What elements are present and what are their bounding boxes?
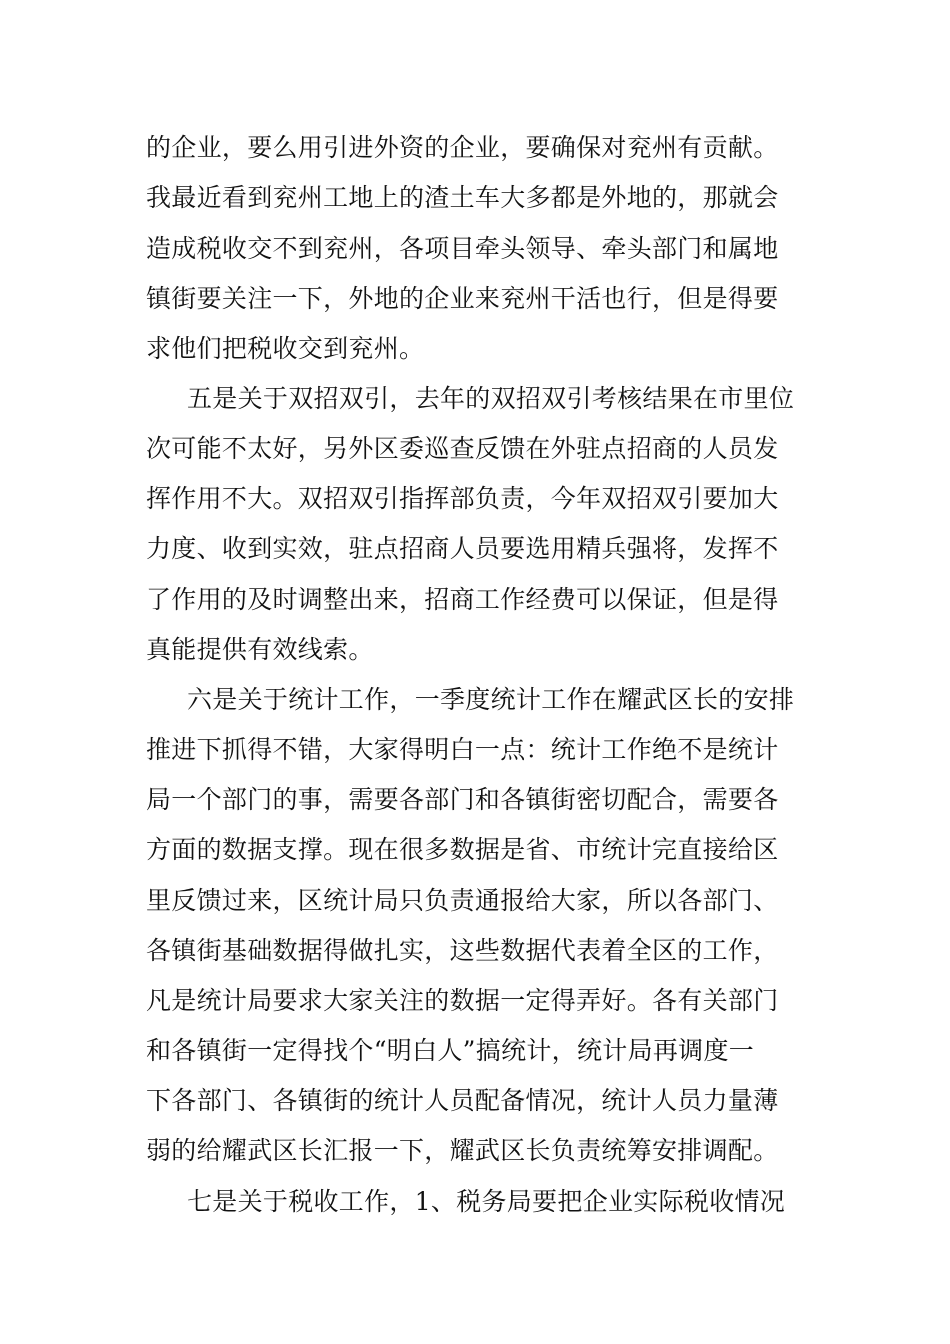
text-line: 凡是统计局要求大家关注的数据一定得弄好。各有关部门 <box>146 986 779 1015</box>
text-line: 推进下抓得不错，大家得明白一点：统计工作绝不是统计 <box>146 735 779 764</box>
text-line: 方面的数据支撑。现在很多数据是省、市统计完直接给区 <box>146 835 779 864</box>
text-line: 了作用的及时调整出来，招商工作经费可以保证，但是得 <box>146 585 779 614</box>
text-line: 和各镇街一定得找个“明白人”搞统计，统计局再调度一 <box>146 1036 755 1065</box>
text-line: 弱的给耀武区长汇报一下，耀武区长负责统筹安排调配。 <box>146 1136 779 1165</box>
text-line: 挥作用不大。双招双引指挥部负责，今年双招双引要加大 <box>146 484 779 513</box>
text-line: 造成税收交不到兖州，各项目牵头领导、牵头部门和属地 <box>146 234 779 263</box>
text-line: 次可能不太好，另外区委巡查反馈在外驻点招商的人员发 <box>146 434 779 463</box>
text-line: 真能提供有效线索。 <box>146 635 374 664</box>
text-line: 各镇街基础数据得做扎实，这些数据代表着全区的工作， <box>146 936 779 965</box>
paragraph-start-line: 七是关于税收工作，1、税务局要把企业实际税收情况 <box>187 1187 786 1216</box>
text-line: 我最近看到兖州工地上的渣土车大多都是外地的，那就会 <box>146 183 779 212</box>
text-line: 里反馈过来，区统计局只负责通报给大家，所以各部门、 <box>146 886 779 915</box>
text-line: 局一个部门的事，需要各部门和各镇街密切配合，需要各 <box>146 785 779 814</box>
paragraph-start-line: 五是关于双招双引，去年的双招双引考核结果在市里位 <box>187 384 795 413</box>
text-line: 下各部门、各镇街的统计人员配备情况，统计人员力量薄 <box>146 1086 779 1115</box>
paragraph-start-line: 六是关于统计工作，一季度统计工作在耀武区长的安排 <box>187 685 795 714</box>
text-line: 求他们把税收交到兖州。 <box>146 334 425 363</box>
text-line: 镇街要关注一下，外地的企业来兖州干活也行，但是得要 <box>146 284 779 313</box>
text-line: 的企业，要么用引进外资的企业，要确保对兖州有贡献。 <box>146 133 779 162</box>
text-line: 力度、收到实效，驻点招商人员要选用精兵强将，发挥不 <box>146 534 779 563</box>
